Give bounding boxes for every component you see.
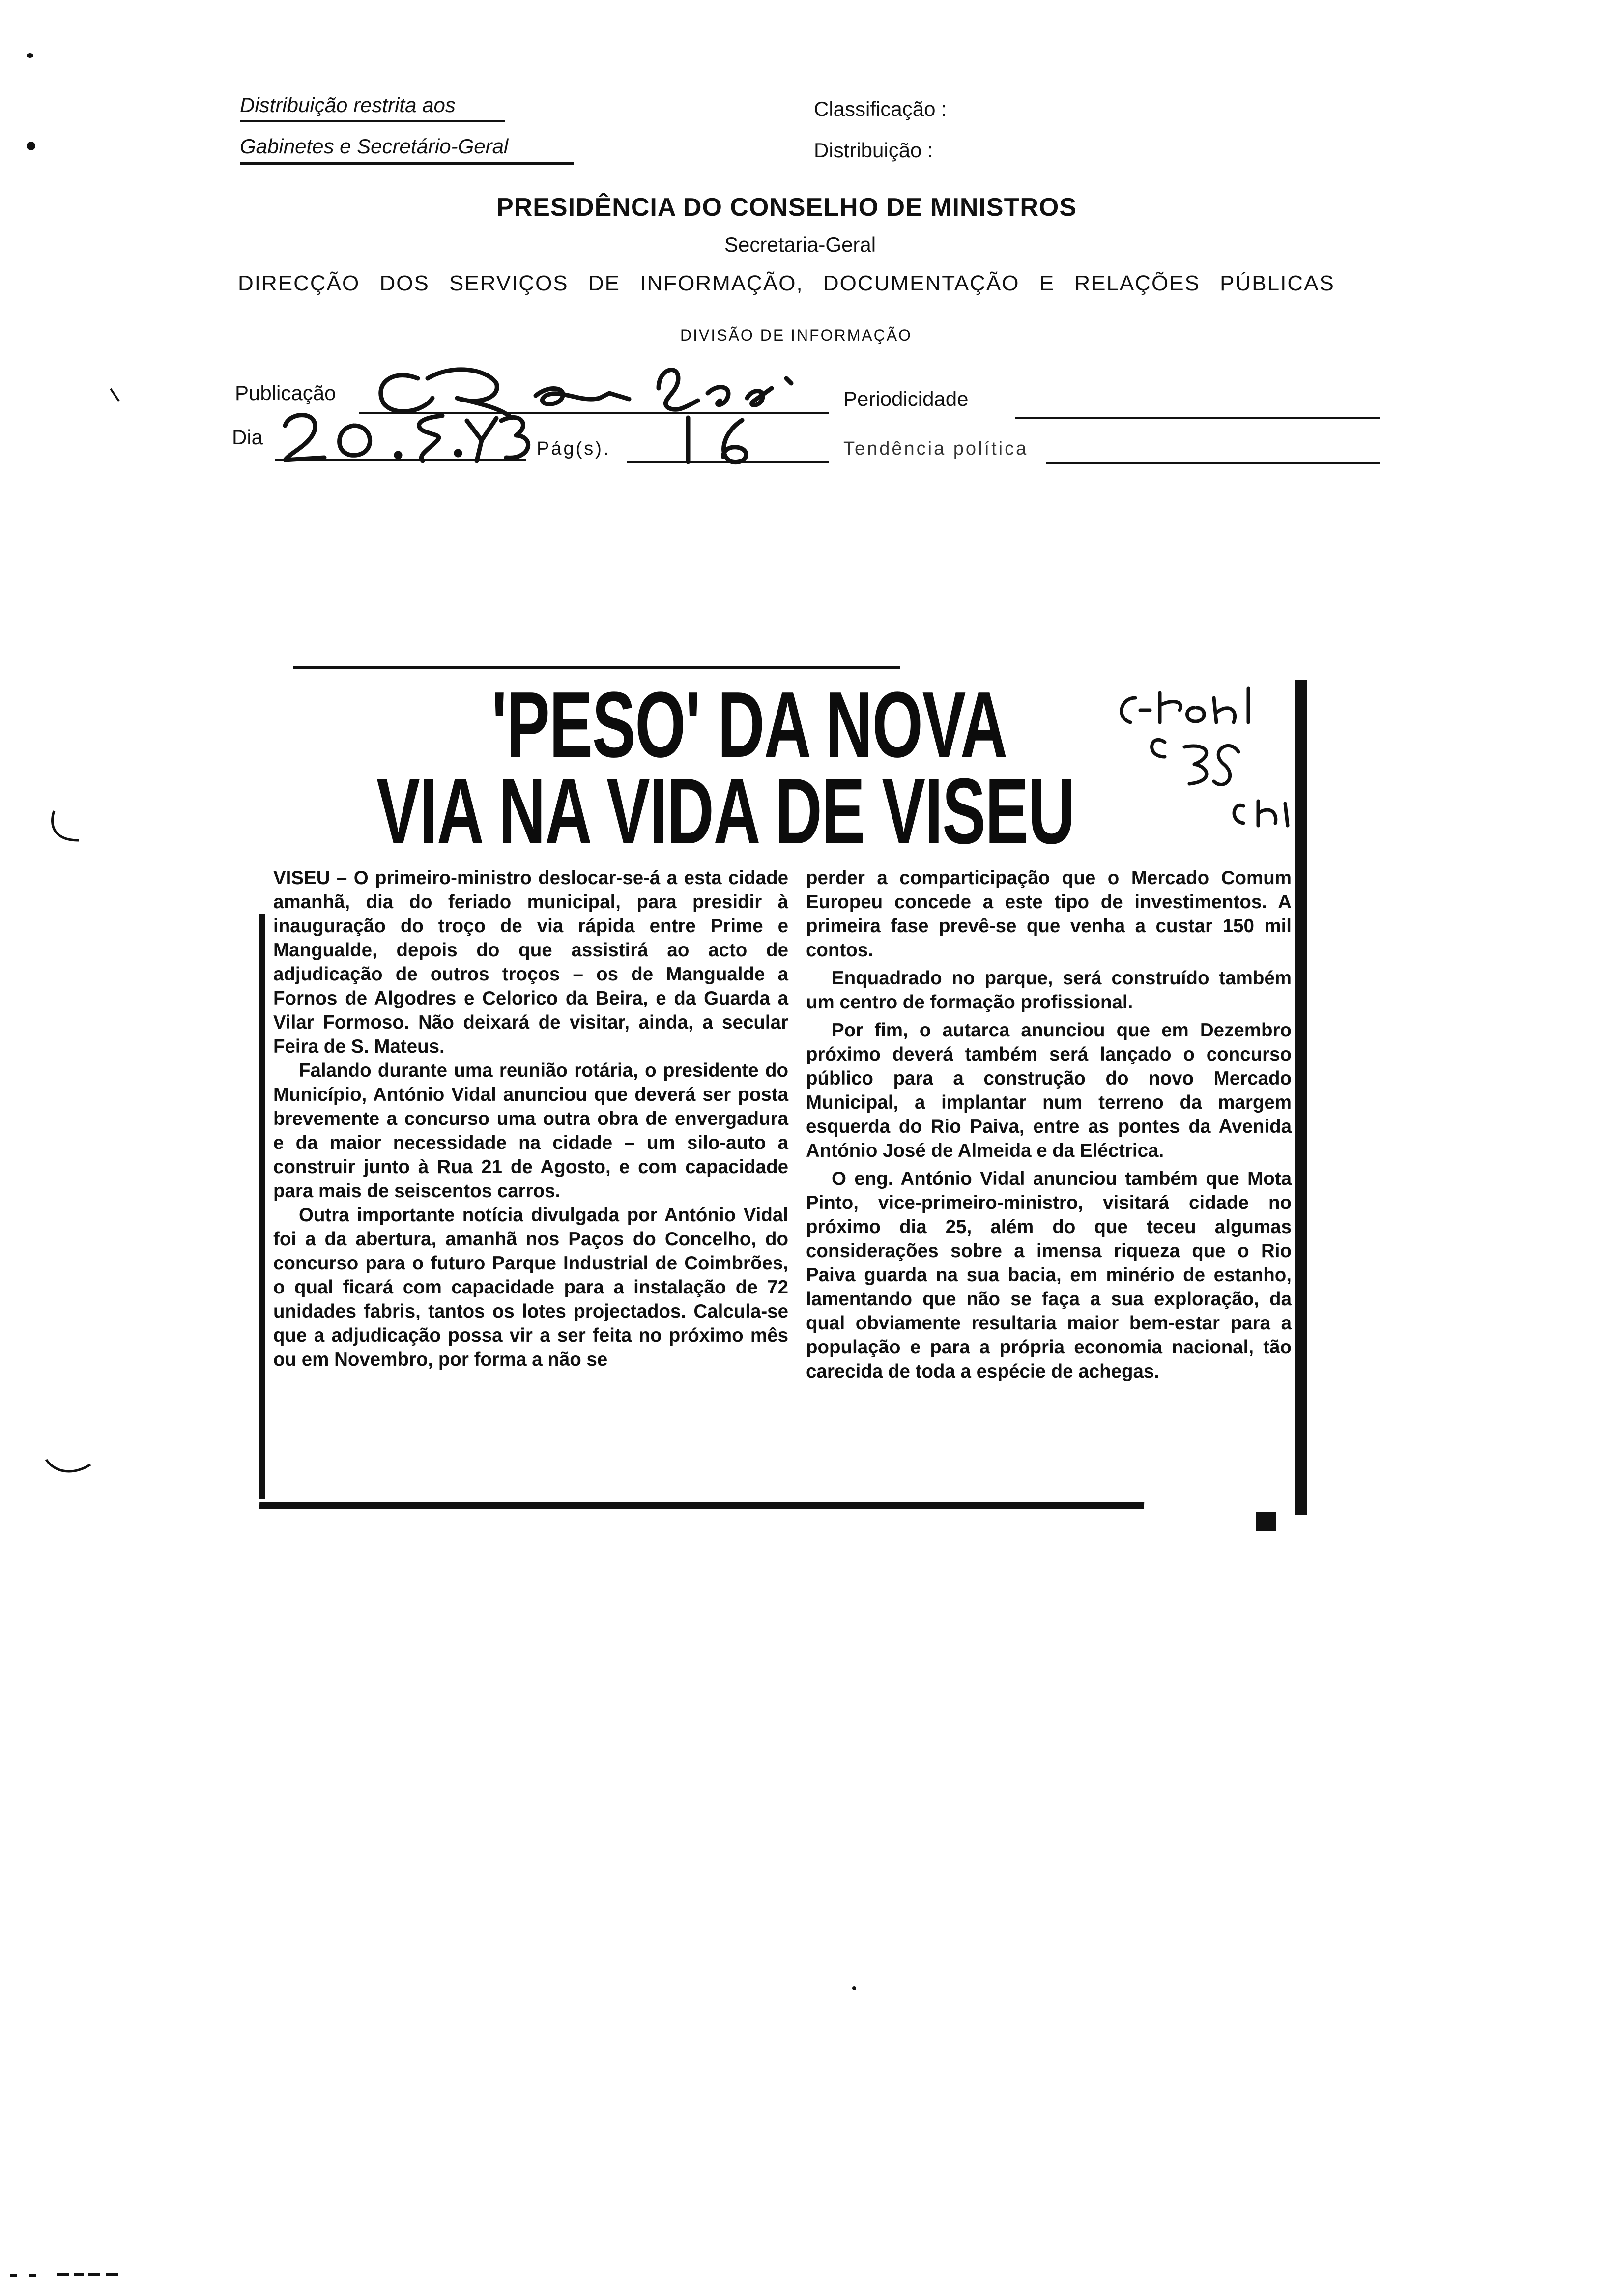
dia-label: Dia bbox=[232, 426, 263, 449]
scan-speck bbox=[108, 386, 123, 406]
paginas-label: Pág(s). bbox=[537, 438, 611, 459]
article-paragraph: Por fim, o autarca anunciou que em Dezembro próximo deverá também será lançado o concurso público para a construção do novo Mercado Municipal, a implantar num terreno da margem esquerda do Rio Paiva, entre as pontes da Avenida António José de Almeida e da Eléctrica. bbox=[806, 1020, 1292, 1161]
article-paragraph: Enquadrado no parque, será construído também um centro de formação profissional. bbox=[806, 968, 1292, 1013]
restriction-underline-1 bbox=[240, 120, 505, 122]
publicacao-label: Publicação bbox=[235, 381, 336, 404]
clipping-corner-mark bbox=[1256, 1512, 1276, 1531]
page-subtitle: Secretaria-Geral bbox=[724, 233, 876, 256]
handwritten-margin-annotation bbox=[1111, 683, 1302, 835]
tendencia-politica-field-line bbox=[1046, 462, 1380, 464]
restriction-line-1: Distribuição restrita aos bbox=[240, 93, 456, 116]
article-paragraph: VISEU – O primeiro-ministro deslocar-se-á a esta cidade amanhã, dia do feriado municipal, para presidir à inauguração do troço de via rápida entre Prime e Mangualde, depois do que assistirá ao acto de adjudicação de outros troços – os de Mangualde a Fornos de Algodres e Celorico da Beira, e da Guarda a Vilar Formoso. Não deixará de visitar, ainda, a secular Feira de S. Mateus. bbox=[273, 867, 788, 1057]
restriction-underline-2 bbox=[240, 162, 574, 165]
division-name: DIVISÃO DE INFORMAÇÃO bbox=[680, 326, 912, 344]
restriction-line-2: Gabinetes e Secretário-Geral bbox=[240, 135, 509, 158]
clipping-left-border bbox=[259, 914, 265, 1499]
article-paragraph: Outra importante notícia divulgada por António Vidal foi a da abertura, amanhã nos Paços do Concelho, do concurso para o futuro Parque Industrial de Coimbrões, o qual ficará com capacidade para a instalação de 72 unidades fabris, tantos os lotes projectados. Calcula-se que a adjudicação possa vir a ser feita no próximo mês ou em Novembro, por forma a não se bbox=[273, 1205, 788, 1370]
article-headline-line-1: 'PESO' DA NOVA bbox=[491, 673, 1007, 777]
scan-speck bbox=[852, 1986, 856, 1990]
article-paragraph: O eng. António Vidal anunciou também que Mota Pinto, vice-primeiro-ministro, visitará cidade no próximo dia 25, além do que teceu algumas considerações sobre a imensa riqueza que o Rio Paiva guarda na sua bacia, em minério de estanho, lamentando que não se faça a sua exploração, da qual obviamente resultaria maior bem-estar para a população e para a própria economia nacional, tão carecida de toda a espécie de achegas. bbox=[806, 1168, 1292, 1382]
department-name: DIRECÇÃO DOS SERVIÇOS DE INFORMAÇÃO, DOCUMENTAÇÃO E RELAÇÕES PÚBLICAS bbox=[238, 271, 1335, 295]
scan-hole-mark bbox=[44, 806, 88, 850]
article-headline-line-2: VIA NA VIDA DE VISEU bbox=[376, 759, 1075, 863]
periodicidade-label: Periodicidade bbox=[843, 387, 969, 410]
article-paragraph: perder a comparticipação que o Mercado Comum Europeu concede a este tipo de investimentos. A primeira fase prevê-se que venha a custar 150 mil contos. bbox=[806, 867, 1292, 961]
periodicidade-field-line bbox=[1015, 417, 1380, 419]
scan-speck bbox=[27, 142, 35, 150]
article-column-left bbox=[273, 866, 788, 1372]
article-paragraph: Falando durante uma reunião rotária, o presidente do Município, António Vidal anunciou que deverá ser posta brevemente a concurso uma outra obra de envergadura e da maior necessidade na cidade – um silo-auto a construir junto à Rua 21 de Agosto, e com capacidade para mais de seiscentos carros. bbox=[273, 1060, 788, 1202]
scan-edge-marks bbox=[10, 2261, 128, 2280]
tendencia-politica-label: Tendência política bbox=[843, 438, 1029, 459]
classificacao-label: Classificação : bbox=[814, 97, 947, 120]
handwritten-page-number bbox=[668, 413, 767, 467]
scan-hole-mark bbox=[41, 1450, 95, 1479]
page-title: PRESIDÊNCIA DO CONSELHO DE MINISTROS bbox=[496, 193, 1077, 222]
distribuicao-label: Distribuição : bbox=[814, 139, 933, 162]
scan-speck bbox=[27, 53, 33, 58]
clipping-top-rule bbox=[293, 666, 900, 669]
clipping-bottom-border bbox=[259, 1502, 1144, 1509]
article-column-right bbox=[806, 866, 1292, 1383]
handwritten-date bbox=[275, 406, 531, 465]
